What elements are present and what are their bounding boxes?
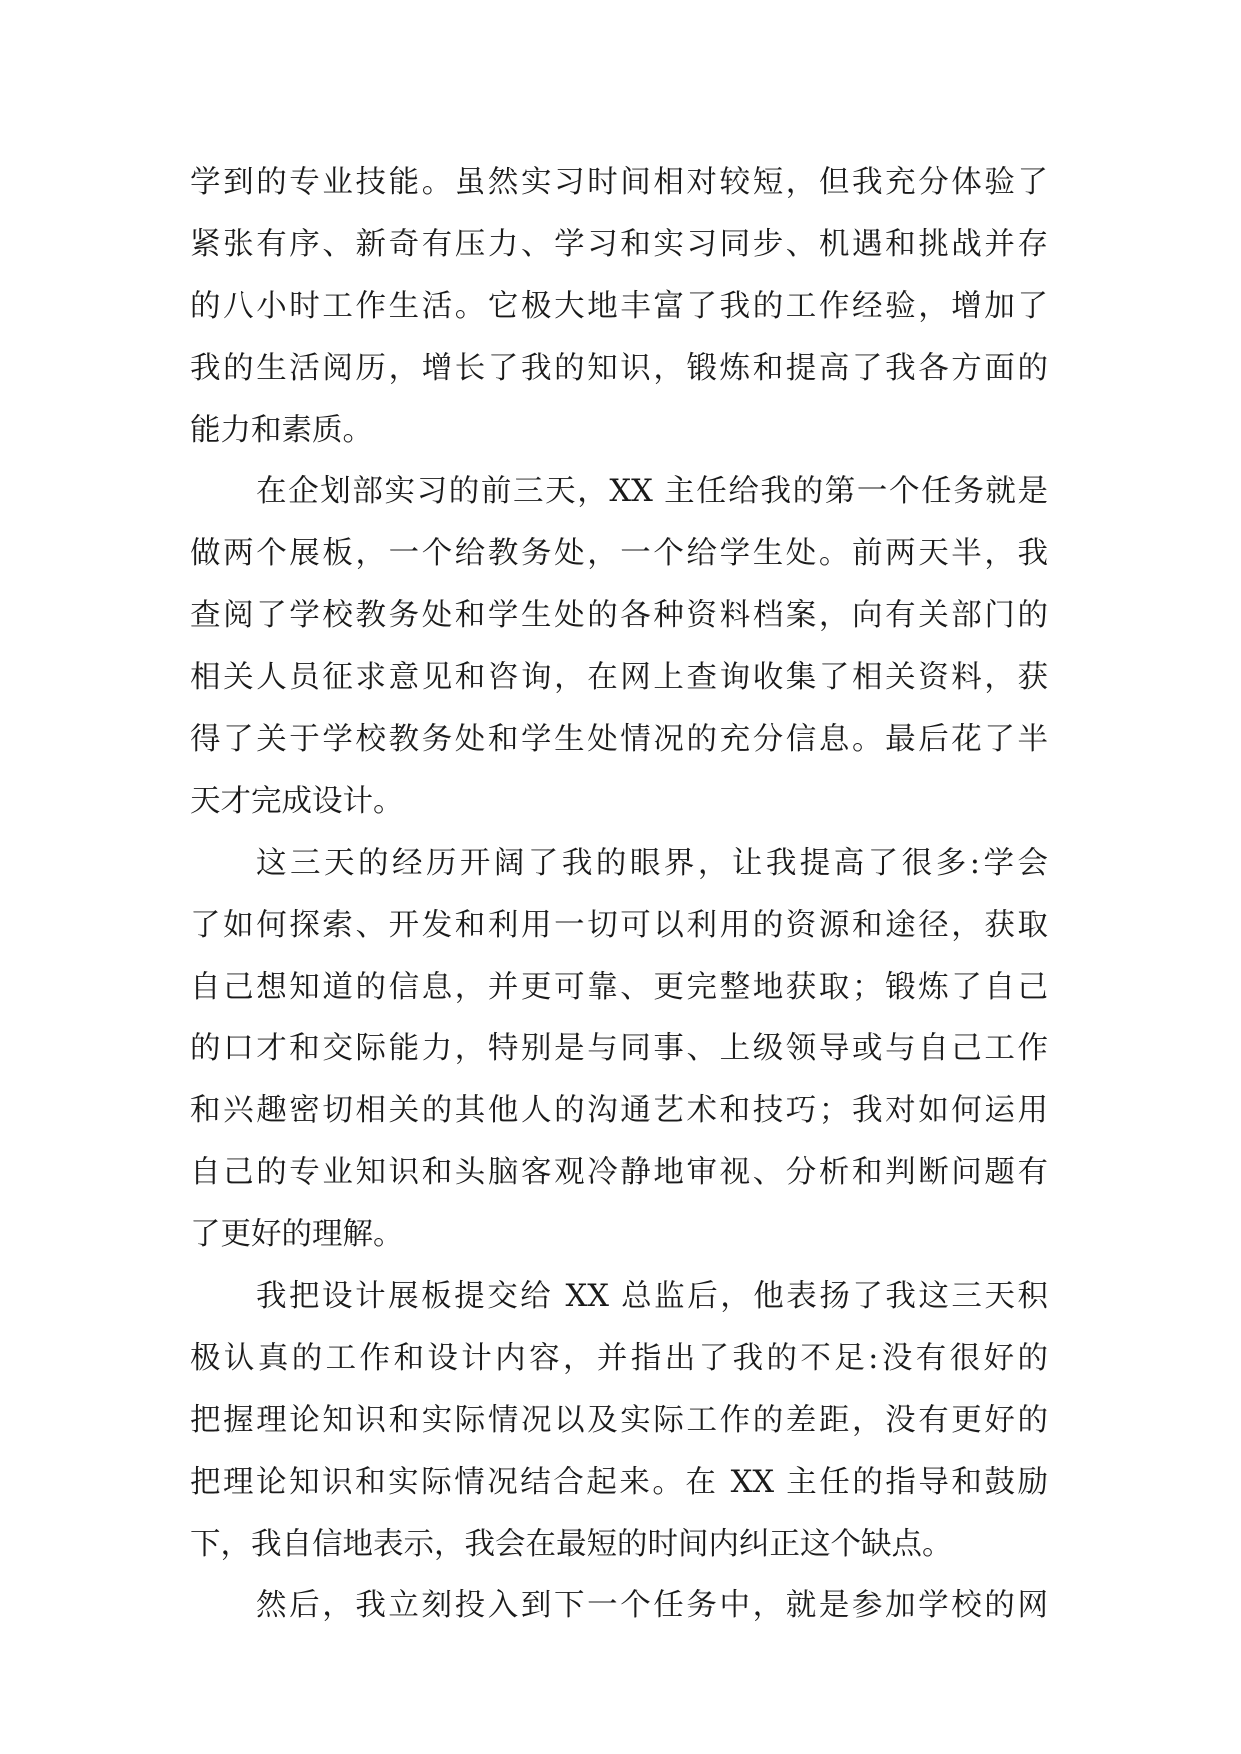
text-line: 把理论知识和实际情况结合起来。在 XX 主任的指导和鼓励 — [190, 1464, 1048, 1500]
text-line: 极认真的工作和设计内容，并指出了我的不足:没有很好的 — [190, 1340, 1048, 1376]
text-line: 的口才和交际能力，特别是与同事、上级领导或与自己工作 — [190, 1031, 1048, 1067]
text-line: 的八小时工作生活。它极大地丰富了我的工作经验，增加了 — [190, 288, 1048, 324]
text-line: 把握理论知识和实际情况以及实际工作的差距，没有更好的 — [190, 1402, 1048, 1438]
text-line: 和兴趣密切相关的其他人的沟通艺术和技巧；我对如何运用 — [190, 1093, 1048, 1129]
text-line: 我的生活阅历，增长了我的知识，锻炼和提高了我各方面的 — [190, 350, 1048, 386]
paragraph-5 — [190, 1575, 1048, 1637]
text-line: 做两个展板，一个给教务处，一个给学生处。前两天半，我 — [190, 536, 1048, 572]
text-line: 了如何探索、开发和利用一切可以利用的资源和途径，获取 — [190, 907, 1048, 943]
text-line: 查阅了学校教务处和学生处的各种资料档案，向有关部门的 — [190, 598, 1048, 634]
text-line: 相关人员征求意见和咨询，在网上查询收集了相关资料，获 — [190, 660, 1048, 696]
text-line: 得了关于学校教务处和学生处情况的充分信息。最后花了半 — [190, 722, 1048, 758]
text-line: 我把设计展板提交给 XX 总监后，他表扬了我这三天积 — [256, 1279, 1048, 1315]
text-line: 能力和素质。 — [190, 412, 373, 448]
paragraph-2 — [190, 461, 1048, 832]
text-line: 这三天的经历开阔了我的眼界，让我提高了很多:学会 — [256, 845, 1048, 881]
text-line: 下，我自信地表示，我会在最短的时间内纠正这个缺点。 — [190, 1526, 953, 1562]
paragraph-1 — [190, 152, 1048, 461]
text-line: 了更好的理解。 — [190, 1217, 404, 1253]
paragraph-3 — [190, 833, 1048, 1266]
document-body — [190, 152, 1048, 1637]
text-line: 学到的专业技能。虽然实习时间相对较短，但我充分体验了 — [190, 165, 1048, 200]
text-line: 自己想知道的信息，并更可靠、更完整地获取；锻炼了自己 — [190, 969, 1048, 1005]
text-line: 自己的专业知识和头脑客观冷静地审视、分析和判断问题有 — [190, 1155, 1048, 1191]
paragraph-4 — [190, 1266, 1048, 1575]
text-line: 在企划部实习的前三天，XX 主任给我的第一个任务就是 — [256, 474, 1048, 510]
text-line: 紧张有序、新奇有压力、学习和实习同步、机遇和挑战并存 — [190, 226, 1048, 262]
text-line: 然后，我立刻投入到下一个任务中，就是参加学校的网 — [256, 1588, 1048, 1624]
text-line: 天才完成设计。 — [190, 783, 404, 819]
